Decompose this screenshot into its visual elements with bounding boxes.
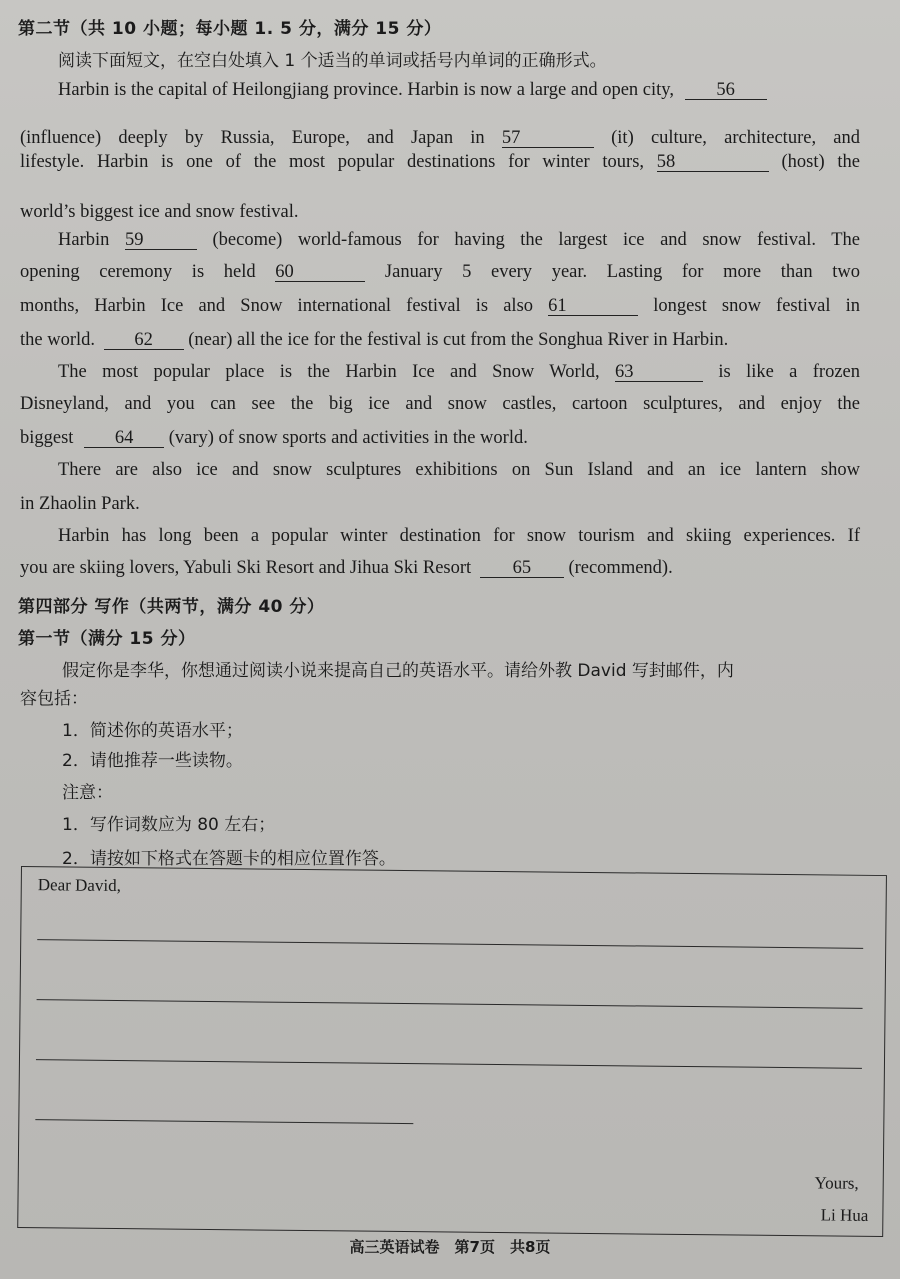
answer-blank-65[interactable]: 65 (480, 559, 564, 578)
answer-blank-59[interactable]: 59 (125, 231, 197, 250)
passage-line: Harbin is the capital of Heilongjiang province. Harbin is now a large and open city, 56 (58, 80, 767, 101)
answer-blank-58[interactable]: 58 (657, 153, 769, 172)
part-heading: 第四部分 写作（共两节，满分 40 分） (18, 597, 325, 617)
passage-line: Harbin 59 (become) world-famous for having the largest ice and snow festival. The (58, 230, 861, 250)
letter-signature: Li Hua (820, 1205, 869, 1225)
writing-line[interactable] (36, 1059, 862, 1069)
answer-blank-61[interactable]: 61 (548, 297, 638, 316)
passage-line: The most popular place is the Harbin Ice and Snow World, 63 is like a frozen (58, 362, 860, 382)
note-label: 注意： (62, 783, 113, 803)
prompt-item: 1．简述你的英语水平； (62, 721, 243, 741)
section-instruction: 阅读下面短文，在空白处填入 1 个适当的单词或括号内单词的正确形式。 (58, 51, 607, 71)
passage-line: (influence) deeply by Russia, Europe, and Japan in 57 (it) culture, architecture, and (20, 128, 860, 148)
passage-line: in Zhaolin Park. (20, 494, 140, 514)
passage-line: world’s biggest ice and snow festival. (20, 202, 299, 222)
passage-line: lifestyle. Harbin is one of the most popular destinations for winter tours, 58 (host) the (20, 152, 861, 172)
passage-line: biggest 64 (vary) of snow sports and activities in the world. (20, 428, 528, 448)
passage-line: you are skiing lovers, Yabuli Ski Resort and Jihua Ski Resort 65 (recommend). (20, 558, 673, 578)
writing-prompt: 假定你是李华，你想通过阅读小说来提高自己的英语水平。请给外教 David 写封邮件，内 (62, 661, 734, 681)
passage-line: Disneyland, and you can see the big ice and snow castles, cartoon sculptures, and enjoy the (20, 394, 860, 414)
passage-line: opening ceremony is held 60 January 5 every year. Lasting for more than two (20, 262, 860, 282)
prompt-item: 2．请他推荐一些读物。 (62, 751, 243, 771)
answer-blank-56[interactable]: 56 (685, 81, 767, 100)
writing-prompt: 容包括： (20, 689, 88, 709)
answer-blank-60[interactable]: 60 (275, 263, 365, 282)
passage-line: There are also ice and snow sculptures exhibitions on Sun Island and an ice lantern show (58, 460, 860, 480)
passage-line: months, Harbin Ice and Snow international festival is also 61 longest snow festival in (20, 296, 861, 316)
essay-answer-box[interactable] (17, 866, 887, 1237)
letter-greeting: Dear David, (37, 875, 121, 896)
page-footer: 高三英语试卷 第7页 共8页 (349, 1238, 551, 1256)
writing-line[interactable] (37, 999, 863, 1009)
letter-closing: Yours, (814, 1173, 859, 1193)
note-item: 1．写作词数应为 80 左右； (62, 815, 276, 835)
section-heading: 第二节（共 10 小题；每小题 1. 5 分，满分 15 分） (18, 19, 442, 39)
writing-line[interactable] (37, 939, 863, 949)
writing-line[interactable] (35, 1119, 413, 1124)
subsection-heading: 第一节（满分 15 分） (18, 629, 196, 649)
answer-blank-62[interactable]: 62 (104, 331, 184, 350)
answer-blank-64[interactable]: 64 (84, 429, 164, 448)
passage-line: the world. 62 (near) all the ice for the festival is cut from the Songhua River in Harbin. (20, 330, 729, 350)
passage-line: Harbin has long been a popular winter destination for snow tourism and skiing experiences. If (58, 526, 860, 546)
answer-blank-63[interactable]: 63 (615, 363, 703, 382)
note-item: 2．请按如下格式在答题卡的相应位置作答。 (62, 849, 396, 869)
answer-blank-57[interactable]: 57 (502, 129, 594, 148)
